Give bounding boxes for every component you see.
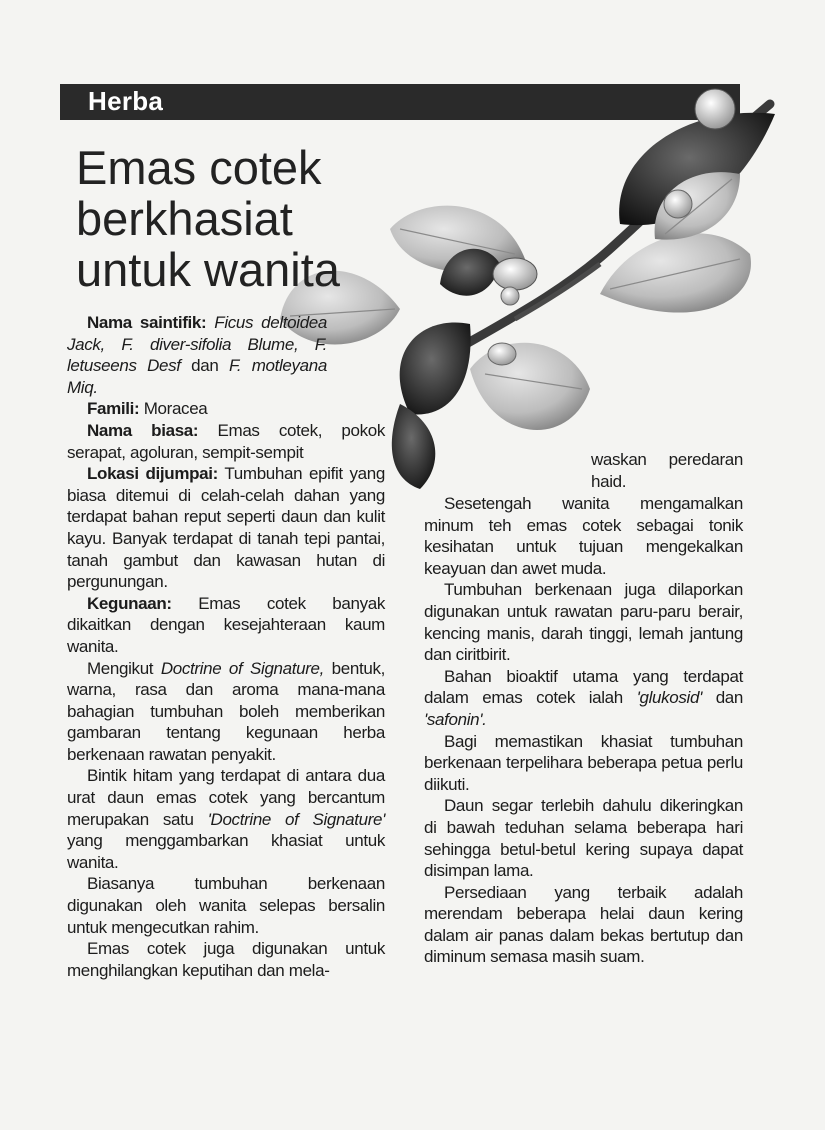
location-value: Tumbuhan epifit yang biasa ditemui di celah-celah dahan yang terdapat bahan reput seperti daun dan kulit kayu. Banyak terdapat di tanah tepi pantai, tanah gambut dan kawasan hutan di pergunungan. xyxy=(67,464,385,592)
scientific-name-2: F. motleyana Miq. xyxy=(67,356,327,397)
headline xyxy=(76,142,496,295)
paragraph-preparation: Persediaan yang terbaik adalah merendam beberapa helai daun kering dalam air panas dalam bekas bertutup dan diminum semasa masih suam. xyxy=(424,882,743,967)
paragraph-treatments: Tumbuhan berkenaan juga dilaporkan digunakan untuk rawatan paru-paru berair, kencing manis, darah tinggi, lemah jantung dan ciritbirit. xyxy=(424,580,743,665)
fact-common-name xyxy=(67,420,385,463)
fact-uses xyxy=(67,593,385,658)
article-column-right xyxy=(424,493,743,968)
headline-line-3: untuk wanita xyxy=(76,243,340,296)
article-column-left xyxy=(67,312,385,981)
paragraph-text: Mengikut xyxy=(87,658,161,678)
family-label: Famili: xyxy=(87,399,140,419)
fact-location xyxy=(67,463,385,593)
paragraph-postnatal: Biasanya tumbuhan berkenaan digunakan oleh wanita selepas bersalin untuk mengecutkan rahim. xyxy=(67,874,385,937)
scientific-name-connector: dan xyxy=(180,356,229,376)
family-value: Moracea xyxy=(143,399,208,419)
paragraph-emphasis: Doctrine of Signature, xyxy=(160,658,325,678)
paragraph-tips: Bagi memastikan khasiat tumbuhan berkenaan terpelihara beberapa petua perlu diikuti. xyxy=(424,731,743,794)
paragraph-text: Bahan bioaktif utama yang terdapat dalam emas cotek ialah xyxy=(424,666,743,708)
headline-line-1: Emas cotek xyxy=(76,141,322,194)
paragraph-black-spots xyxy=(67,765,385,873)
paragraph-bioactive xyxy=(424,666,743,731)
section-label: Herba xyxy=(88,86,164,116)
paragraph-tonic: Sesetengah wanita mengamalkan minum teh emas cotek sebagai tonik kesihatan untuk tujuan mengekalkan keayuan dan awet muda. xyxy=(424,494,743,578)
paragraph-emphasis: 'Doctrine of Signature' xyxy=(207,809,385,829)
article-column-right-top xyxy=(591,449,743,492)
paragraph-text: yang menggambarkan khasiat untuk wanita. xyxy=(67,831,385,872)
paragraph-emphasis: 'safonin'. xyxy=(424,709,487,729)
uses-value: Emas cotek banyak dikaitkan dengan kesejahteraan kaum wanita. xyxy=(67,593,385,656)
location-label: Lokasi dijumpai: xyxy=(87,464,218,484)
paragraph-text: bentuk, warna, rasa dan aroma mana-mana bahagian tumbuhan boleh memberikan gambaran tentang kegunaan herba berkenaan rawatan penyakit. xyxy=(67,658,385,764)
paragraph-continuation: waskan peredaran haid. xyxy=(591,450,743,491)
scientific-name-1: Ficus deltoidea Jack, F. diver-sifolia Blume, F. letuseens Desf xyxy=(67,313,328,376)
paragraph-doctrine xyxy=(67,658,385,766)
paragraph-emphasis: 'glukosid' xyxy=(636,688,702,708)
fact-scientific-name xyxy=(67,312,327,398)
paragraph-drying: Daun segar terlebih dahulu dikeringkan di bawah teduhan selama beberapa hari sehingga betul-betul kering supaya dapat disimpan lama. xyxy=(424,796,743,881)
paragraph-continues: Emas cotek juga digunakan untuk menghilangkan keputihan dan mela- xyxy=(67,939,385,980)
common-name-label: Nama biasa: xyxy=(87,420,199,440)
fact-family xyxy=(67,398,385,420)
paragraph-text: dan xyxy=(701,688,744,708)
common-name-value: Emas cotek, pokok serapat, agoluran, sempit-sempit xyxy=(67,420,386,462)
paragraph-text: Bintik hitam yang terdapat di antara dua urat daun emas cotek yang bercantum merupakan satu xyxy=(67,766,385,829)
uses-label: Kegunaan: xyxy=(87,593,172,613)
scientific-name-label: Nama saintifik: xyxy=(87,313,207,332)
headline-line-2: berkhasiat xyxy=(76,192,293,245)
